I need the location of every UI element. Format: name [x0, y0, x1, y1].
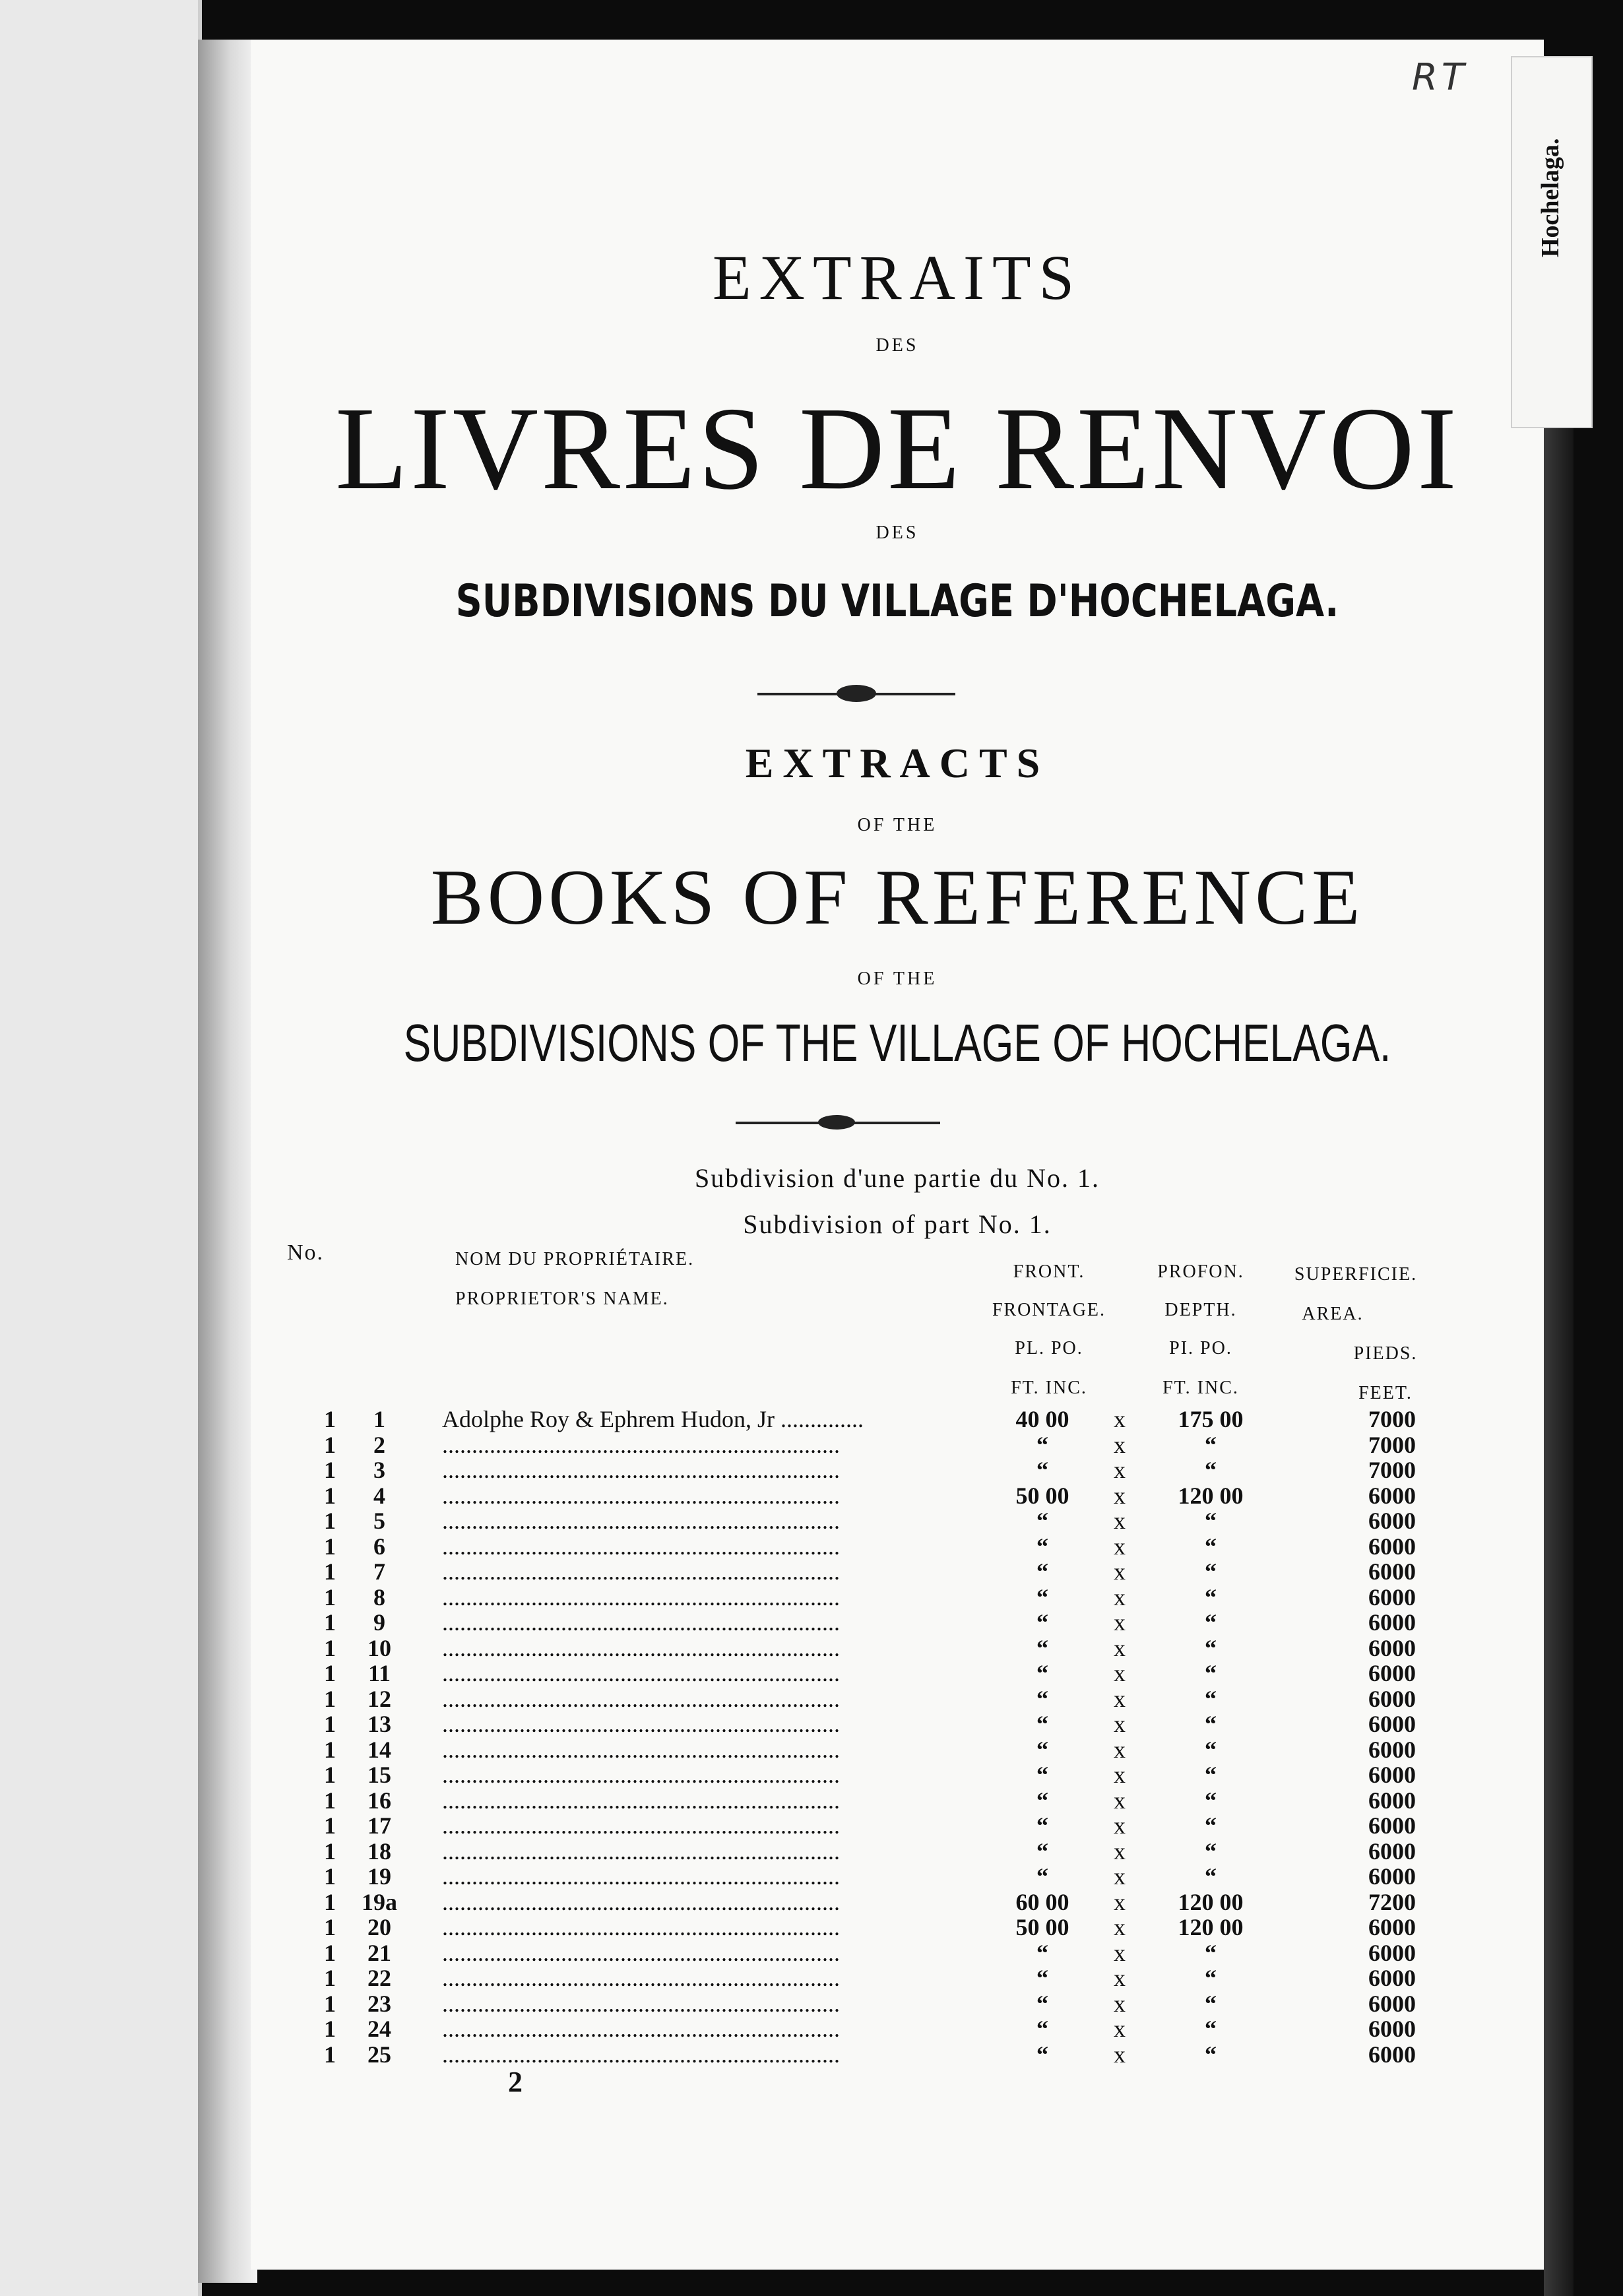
cell-proprietor-name: ................................................................... — [442, 1660, 840, 1686]
cell-frontage: “ — [1036, 1533, 1048, 1560]
cell-proprietor-name: ................................................................... — [442, 1609, 840, 1636]
cell-area: 6000 — [1368, 1583, 1416, 1610]
cell-times: x — [1114, 1812, 1126, 1839]
cell-times: x — [1114, 1660, 1126, 1686]
cell-proprietor-name: ................................................................... — [442, 1939, 840, 1966]
cell-frontage: “ — [1036, 1965, 1048, 1991]
cell-proprietor-name: ................................................................... — [442, 2041, 840, 2068]
cell-area: 6000 — [1368, 1837, 1416, 1865]
table-row — [0, 1685, 1623, 1710]
cell-area: 6000 — [1368, 1965, 1416, 1991]
subdivision-heading-fr: Subdivision d'une partie du No. 1. — [694, 1163, 1100, 1193]
cell-proprietor-name: ................................................................... — [442, 1457, 840, 1483]
cell-lot-number: 22 — [367, 1965, 391, 1991]
cell-depth: “ — [1205, 1609, 1217, 1636]
cell-division: 1 — [324, 1736, 336, 1763]
cell-depth: “ — [1205, 1965, 1217, 1991]
cell-depth: “ — [1205, 1634, 1217, 1661]
cell-proprietor-name: ................................................................... — [442, 1583, 840, 1610]
cell-division: 1 — [324, 2041, 336, 2068]
col-header-front-en: FRONTAGE. — [992, 1300, 1106, 1320]
cell-times: x — [1114, 1914, 1126, 1940]
table-row — [0, 1634, 1623, 1659]
cell-proprietor-name: ................................................................... — [442, 1736, 840, 1763]
cell-area: 6000 — [1368, 1482, 1416, 1509]
cell-depth: “ — [1205, 1583, 1217, 1610]
cell-times: x — [1114, 1736, 1126, 1763]
cell-depth: “ — [1205, 1787, 1217, 1814]
cell-frontage: “ — [1036, 1558, 1048, 1585]
cell-area: 6000 — [1368, 1508, 1416, 1534]
col-header-area-unit-fr: PIEDS. — [1353, 1343, 1418, 1364]
cell-lot-number: 2 — [373, 1431, 385, 1458]
cell-depth: “ — [1205, 2016, 1217, 2042]
cell-division: 1 — [324, 1863, 336, 1890]
cell-division: 1 — [324, 1406, 336, 1432]
table-row — [0, 1583, 1623, 1609]
col-header-depth-unit-en: FT. INC. — [1162, 1378, 1239, 1398]
cell-lot-number: 1 — [373, 1406, 385, 1432]
cell-division: 1 — [324, 1711, 336, 1737]
cell-division: 1 — [324, 1533, 336, 1560]
col-header-depth-fr: PROFON. — [1157, 1261, 1244, 1282]
cell-division: 1 — [324, 2016, 336, 2042]
cell-area: 6000 — [1368, 1990, 1416, 2017]
cell-lot-number: 5 — [373, 1508, 385, 1534]
cell-proprietor-name: ................................................................... — [442, 1837, 840, 1865]
table-row — [0, 1863, 1623, 1888]
cell-division: 1 — [324, 1634, 336, 1661]
cell-lot-number: 7 — [373, 1558, 385, 1585]
cell-lot-number: 16 — [367, 1787, 391, 1814]
cell-division: 1 — [324, 1431, 336, 1458]
cell-area: 6000 — [1368, 1787, 1416, 1814]
cell-frontage: “ — [1036, 1863, 1048, 1890]
cell-division: 1 — [324, 1990, 336, 2017]
cell-division: 1 — [324, 1837, 336, 1865]
col-header-front-unit-fr: PL. PO. — [1015, 1338, 1083, 1358]
cell-lot-number: 19a — [362, 1888, 397, 1915]
cell-lot-number: 6 — [373, 1533, 385, 1560]
cell-frontage: 60 00 — [1015, 1888, 1069, 1915]
cell-frontage: “ — [1036, 1660, 1048, 1686]
cell-frontage: “ — [1036, 1685, 1048, 1712]
col-header-no: No. — [287, 1240, 325, 1265]
cell-division: 1 — [324, 1685, 336, 1712]
cell-area: 6000 — [1368, 1609, 1416, 1636]
cell-division: 1 — [324, 1609, 336, 1636]
col-header-depth-en: DEPTH. — [1164, 1300, 1237, 1320]
cell-division: 1 — [324, 1965, 336, 1991]
cell-depth: “ — [1205, 1558, 1217, 1585]
cell-frontage: “ — [1036, 1711, 1048, 1737]
cell-proprietor-name: ................................................................... — [442, 1762, 840, 1788]
cell-proprietor-name: ................................................................... — [442, 1914, 840, 1940]
table-row — [0, 1659, 1623, 1684]
cell-times: x — [1114, 1787, 1126, 1814]
cell-frontage: “ — [1036, 1583, 1048, 1610]
cell-frontage: “ — [1036, 2016, 1048, 2042]
cell-times: x — [1114, 2016, 1126, 2042]
cell-times: x — [1114, 1939, 1126, 1966]
cell-area: 6000 — [1368, 1711, 1416, 1737]
cell-area: 6000 — [1368, 1660, 1416, 1686]
table-row — [0, 1507, 1623, 1532]
cell-lot-number: 15 — [367, 1762, 391, 1788]
cell-proprietor-name: ................................................................... — [442, 1431, 840, 1458]
cell-frontage: 40 00 — [1015, 1406, 1069, 1432]
cell-division: 1 — [324, 1583, 336, 1610]
cell-lot-number: 9 — [373, 1609, 385, 1636]
cell-times: x — [1114, 1482, 1126, 1509]
cell-area: 6000 — [1368, 1863, 1416, 1890]
cell-times: x — [1114, 1431, 1126, 1458]
cell-proprietor-name: ................................................................... — [442, 1533, 840, 1560]
cell-lot-number: 19 — [367, 1863, 391, 1890]
cell-lot-number: 23 — [367, 1990, 391, 2017]
cell-depth: 120 00 — [1178, 1914, 1244, 1940]
cell-frontage: “ — [1036, 1939, 1048, 1966]
cell-lot-number: 8 — [373, 1583, 385, 1610]
cell-area: 7200 — [1368, 1888, 1416, 1915]
cell-proprietor-name: ................................................................... — [442, 1787, 840, 1814]
table-row — [0, 1837, 1623, 1863]
cell-area: 6000 — [1368, 1939, 1416, 1966]
cell-frontage: “ — [1036, 1609, 1048, 1636]
col-header-owner-fr: NOM DU PROPRIÉTAIRE. — [455, 1249, 695, 1269]
cell-area: 6000 — [1368, 1558, 1416, 1585]
cell-frontage: “ — [1036, 2041, 1048, 2068]
cell-depth: “ — [1205, 1812, 1217, 1839]
cell-proprietor-name: ................................................................... — [442, 1634, 840, 1661]
cell-times: x — [1114, 1457, 1126, 1483]
cell-times: x — [1114, 1685, 1126, 1712]
cell-depth: 120 00 — [1178, 1888, 1244, 1915]
col-header-area-unit-en: FEET. — [1358, 1383, 1413, 1403]
cell-lot-number: 21 — [367, 1939, 391, 1966]
cell-frontage: 50 00 — [1015, 1482, 1069, 1509]
cell-times: x — [1114, 1533, 1126, 1560]
cell-frontage: “ — [1036, 1762, 1048, 1788]
subdivision-heading-en: Subdivision of part No. 1. — [743, 1209, 1052, 1239]
table-row — [0, 1939, 1623, 1964]
cell-depth: 120 00 — [1178, 1482, 1244, 1509]
title-des-1: DES — [875, 335, 919, 356]
cell-times: x — [1114, 1634, 1126, 1661]
cell-area: 7000 — [1368, 1431, 1416, 1458]
cell-division: 1 — [324, 1762, 336, 1788]
cell-times: x — [1114, 1711, 1126, 1737]
cell-depth: “ — [1205, 1457, 1217, 1483]
cell-times: x — [1114, 1762, 1126, 1788]
cell-proprietor-name: ................................................................... — [442, 1863, 840, 1890]
cell-depth: “ — [1205, 1736, 1217, 1763]
table-row — [0, 1609, 1623, 1634]
handwritten-margin-note: RT — [1412, 56, 1469, 99]
col-header-owner-en: PROPRIETOR'S NAME. — [455, 1289, 669, 1309]
cell-depth: “ — [1205, 1711, 1217, 1737]
cell-area: 6000 — [1368, 1634, 1416, 1661]
cell-frontage: “ — [1036, 1431, 1048, 1458]
table-row — [0, 1888, 1623, 1913]
table-row — [0, 1405, 1623, 1430]
title-subdivisions-fr: SUBDIVISIONS DU VILLAGE D'HOCHELAGA. — [455, 575, 1339, 627]
cell-times: x — [1114, 1990, 1126, 2017]
cell-lot-number: 24 — [367, 2016, 391, 2042]
table-row — [0, 1787, 1623, 1812]
cell-area: 6000 — [1368, 2041, 1416, 2068]
cell-proprietor-name: ................................................................... — [442, 1482, 840, 1509]
title-subdivisions-en: SUBDIVISIONS OF THE VILLAGE OF HOCHELAGA. — [403, 1013, 1391, 1072]
title-des-2: DES — [875, 523, 919, 543]
col-header-area-fr: SUPERFICIE. — [1294, 1264, 1418, 1285]
col-header-front-unit-en: FT. INC. — [1011, 1378, 1087, 1398]
cell-times: x — [1114, 1837, 1126, 1865]
cell-frontage: “ — [1036, 1812, 1048, 1839]
table-row — [0, 2015, 1623, 2040]
cell-area: 6000 — [1368, 1762, 1416, 1788]
cell-lot-number: 4 — [373, 1482, 385, 1509]
cell-area: 7000 — [1368, 1406, 1416, 1432]
cell-depth: “ — [1205, 1508, 1217, 1534]
table-row — [0, 1533, 1623, 1558]
cell-proprietor-name: ................................................................... — [442, 1711, 840, 1737]
ornament-center-2 — [818, 1115, 855, 1130]
cell-area: 6000 — [1368, 1812, 1416, 1839]
table-row — [0, 1736, 1623, 1761]
cell-division: 1 — [324, 1939, 336, 1966]
cell-division: 1 — [324, 1558, 336, 1585]
col-header-area-en: AREA. — [1302, 1304, 1364, 1324]
table-row — [0, 1710, 1623, 1735]
cell-proprietor-name: ................................................................... — [442, 1990, 840, 2017]
table-row — [0, 1761, 1623, 1786]
cell-lot-number: 3 — [373, 1457, 385, 1483]
cell-frontage: 50 00 — [1015, 1914, 1069, 1940]
cell-lot-number: 18 — [367, 1837, 391, 1865]
cell-frontage: “ — [1036, 1736, 1048, 1763]
table-row — [0, 1431, 1623, 1456]
cell-depth: 175 00 — [1178, 1406, 1244, 1432]
cell-proprietor-name: ................................................................... — [442, 1558, 840, 1585]
cell-division: 1 — [324, 1660, 336, 1686]
cell-division: 1 — [324, 1914, 336, 1940]
cell-times: x — [1114, 1558, 1126, 1585]
cell-lot-number: 11 — [367, 1660, 391, 1686]
table-row — [0, 1482, 1623, 1507]
cell-depth: “ — [1205, 1990, 1217, 2017]
cell-lot-number: 17 — [367, 1812, 391, 1839]
cell-depth: “ — [1205, 1837, 1217, 1865]
cell-lot-number: 12 — [367, 1685, 391, 1712]
cell-proprietor-name: ................................................................... — [442, 1685, 840, 1712]
table-row — [0, 1913, 1623, 1938]
cell-division: 1 — [324, 1787, 336, 1814]
cell-lot-number: 25 — [367, 2041, 391, 2068]
cell-times: x — [1114, 2041, 1126, 2068]
cell-depth: “ — [1205, 1762, 1217, 1788]
cell-proprietor-name: ................................................................... — [442, 1965, 840, 1991]
cell-depth: “ — [1205, 2041, 1217, 2068]
cell-times: x — [1114, 1609, 1126, 1636]
cell-area: 6000 — [1368, 1736, 1416, 1763]
cell-division: 1 — [324, 1482, 336, 1509]
cell-depth: “ — [1205, 1431, 1217, 1458]
cell-proprietor-name: ................................................................... — [442, 1888, 840, 1915]
cell-frontage: “ — [1036, 1634, 1048, 1661]
cell-lot-number: 14 — [367, 1736, 391, 1763]
cell-depth: “ — [1205, 1533, 1217, 1560]
cell-depth: “ — [1205, 1685, 1217, 1712]
cell-area: 6000 — [1368, 1533, 1416, 1560]
cell-times: x — [1114, 1583, 1126, 1610]
cell-times: x — [1114, 1508, 1126, 1534]
cell-times: x — [1114, 1406, 1126, 1432]
title-books-of-reference: BOOKS OF REFERENCE — [430, 853, 1364, 941]
table-row — [0, 1558, 1623, 1583]
title-of-the-2: OF THE — [857, 969, 938, 989]
title-extraits: EXTRAITS — [713, 242, 1082, 313]
col-header-front-fr: FRONT. — [1013, 1261, 1085, 1282]
cell-division: 1 — [324, 1812, 336, 1839]
cell-area: 6000 — [1368, 2016, 1416, 2042]
cell-area: 6000 — [1368, 1685, 1416, 1712]
cell-depth: “ — [1205, 1939, 1217, 1966]
cell-area: 6000 — [1368, 1914, 1416, 1940]
cell-proprietor-name: ................................................................... — [442, 1508, 840, 1534]
cell-lot-number: 20 — [367, 1914, 391, 1940]
cell-times: x — [1114, 1888, 1126, 1915]
cell-depth: “ — [1205, 1660, 1217, 1686]
cell-frontage: “ — [1036, 1457, 1048, 1483]
cell-depth: “ — [1205, 1863, 1217, 1890]
cell-times: x — [1114, 1965, 1126, 1991]
cell-area: 7000 — [1368, 1457, 1416, 1483]
cell-proprietor-name: ................................................................... — [442, 2016, 840, 2042]
table-row — [0, 1990, 1623, 2015]
title-extracts: EXTRACTS — [745, 740, 1050, 786]
cell-frontage: “ — [1036, 1787, 1048, 1814]
cell-frontage: “ — [1036, 1990, 1048, 2017]
table-row — [0, 1812, 1623, 1837]
table-row — [0, 2041, 1623, 2066]
cell-division: 1 — [324, 1457, 336, 1483]
cell-lot-number: 13 — [367, 1711, 391, 1737]
ornament-center-1 — [837, 685, 876, 702]
table-row — [0, 1964, 1623, 1989]
table-row — [0, 1456, 1623, 1481]
cell-frontage: “ — [1036, 1508, 1048, 1534]
cell-proprietor-name: ................................................................... — [442, 1812, 840, 1839]
cell-lot-number: 10 — [367, 1634, 391, 1661]
title-livres-de-renvoi: LIVRES DE RENVOI — [335, 383, 1459, 514]
title-of-the-1: OF THE — [857, 815, 938, 835]
cell-frontage: “ — [1036, 1837, 1048, 1865]
cell-proprietor-name: Adolphe Roy & Ephrem Hudon, Jr .............. — [442, 1406, 864, 1432]
cell-times: x — [1114, 1863, 1126, 1890]
cell-division: 1 — [324, 1888, 336, 1915]
col-header-depth-unit-fr: PI. PO. — [1169, 1338, 1232, 1358]
cell-division: 1 — [324, 1508, 336, 1534]
page-number: 2 — [508, 2066, 523, 2098]
